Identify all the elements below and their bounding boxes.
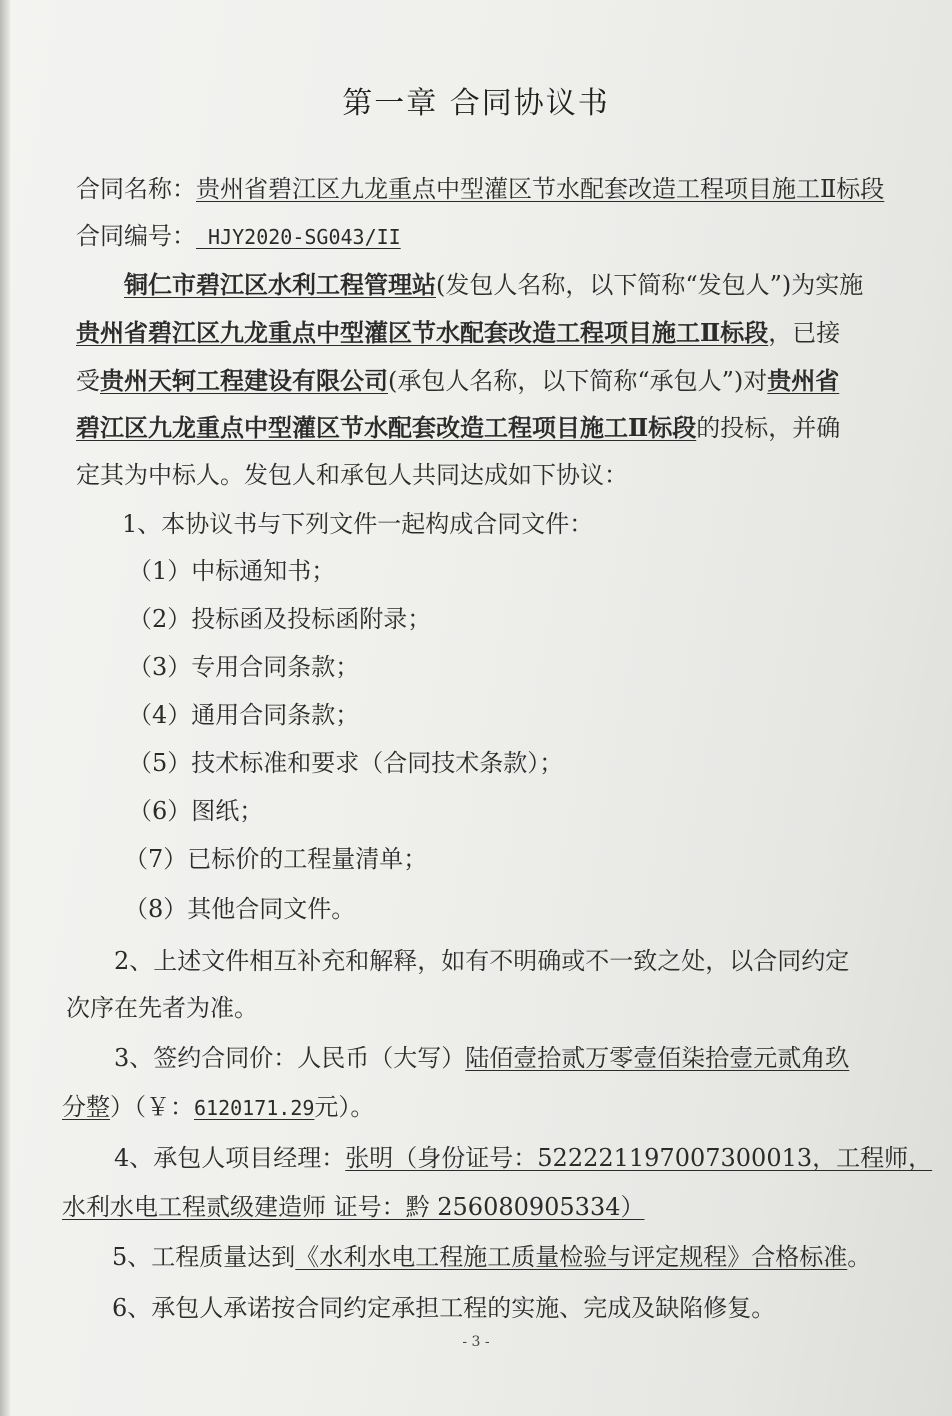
contract-number-value: HJY2020-SG043/II	[196, 225, 401, 249]
intro-text: (承包人名称，以下简称“承包人”)对	[388, 367, 768, 395]
employer-name: 铜仁市碧江区水利工程管理站	[124, 270, 436, 299]
price-text: 元）。	[314, 1093, 375, 1121]
doc-item-3: （3）专用合同条款；	[128, 653, 360, 681]
intro-text: (发包人名称，以下简称“发包人”)为实施	[436, 271, 864, 299]
item-3-line-1	[114, 1041, 904, 1075]
item-5	[112, 1240, 902, 1274]
doc-item-4: （4）通用合同条款；	[128, 701, 360, 729]
intro-text: ，已接	[768, 319, 841, 347]
manager-info: 张明（身份证号：522221197007300013，工程师，	[345, 1144, 933, 1172]
project-name: 贵州省碧江区九龙重点中型灌区节水配套改造工程项目施工Ⅱ标段	[76, 318, 769, 347]
manager-label: 4、承包人项目经理：	[114, 1144, 346, 1172]
project-name-part: 贵州省	[767, 366, 840, 395]
intro-line-2	[76, 316, 866, 350]
contract-name-value: 贵州省碧江区九龙重点中型灌区节水配套改造工程项目施工Ⅱ标段	[196, 175, 885, 203]
doc-item-7: （7）已标价的工程量清单；	[124, 845, 428, 873]
doc-item-6: （6）图纸；	[128, 797, 264, 825]
intro-text: 受	[76, 367, 100, 395]
item-4-line-1	[114, 1141, 933, 1175]
page-edge	[0, 0, 10, 1416]
quality-label: 5、工程质量达到	[112, 1243, 296, 1271]
intro-line-4	[76, 411, 866, 445]
manager-certificate: 水利水电工程贰级建造师 证号：黔 256080905334）	[62, 1193, 645, 1221]
quality-end: 。	[847, 1243, 872, 1271]
project-name-part: 碧江区九龙重点中型灌区节水配套改造工程项目施工Ⅱ标段	[76, 413, 697, 442]
item-3-line-2	[62, 1090, 852, 1125]
doc-item-1: （1）中标通知书；	[128, 557, 336, 585]
contract-price-words-end: 分整	[62, 1093, 110, 1121]
intro-text: 的投标，并确	[696, 414, 841, 442]
contract-price-amount: 6120171.29	[194, 1096, 315, 1120]
doc-item-5: （5）技术标准和要求（合同技术条款）；	[128, 749, 564, 777]
contract-price-words: 陆佰壹拾贰万零壹佰柒拾壹元贰角玖	[465, 1044, 850, 1072]
item-4-line-2	[62, 1190, 852, 1224]
contract-number-label: 合同编号：	[76, 222, 196, 250]
contract-name-label: 合同名称：	[76, 175, 196, 203]
intro-line-5: 定其为中标人。发包人和承包人共同达成如下协议：	[76, 461, 628, 489]
item-1: 1、本协议书与下列文件一起构成合同文件：	[122, 510, 594, 538]
doc-item-8: （8）其他合同文件。	[124, 895, 356, 923]
contract-number-line	[76, 219, 866, 254]
intro-line-1	[124, 268, 914, 302]
item-2-line-1: 2、上述文件相互补充和解释，如有不明确或不一致之处，以合同约定	[114, 947, 850, 975]
contract-name-line	[76, 172, 885, 206]
intro-line-3	[76, 364, 866, 398]
contractor-name: 贵州天轲工程建设有限公司	[100, 366, 388, 395]
item-2-line-2: 次序在先者为准。	[66, 994, 258, 1022]
page-number: - 3 -	[462, 1334, 490, 1350]
item-6: 6、承包人承诺按合同约定承担工程的实施、完成及缺陷修复。	[112, 1294, 776, 1322]
quality-standard: 《水利水电工程施工质量检验与评定规程》合格标准	[295, 1243, 848, 1271]
page-title: 第一章 合同协议书	[342, 86, 610, 121]
contract-price-label: 3、签约合同价：人民币（大写）	[114, 1044, 466, 1072]
doc-item-2: （2）投标函及投标函附录；	[128, 605, 432, 633]
price-text: ）（￥：	[110, 1093, 194, 1121]
